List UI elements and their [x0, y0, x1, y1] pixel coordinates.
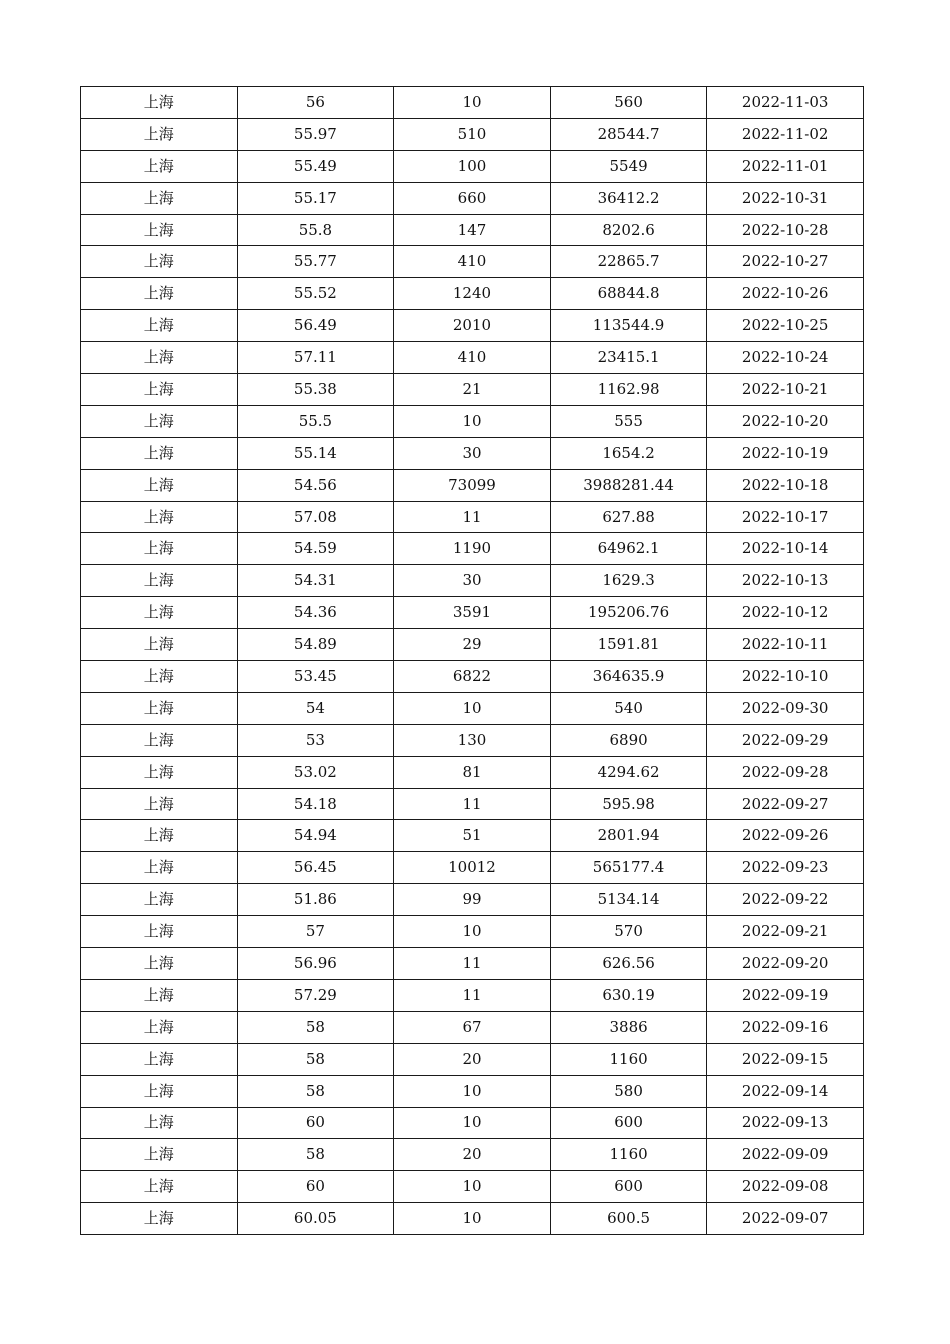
- volume-cell: 81: [394, 756, 551, 788]
- table-row: [81, 948, 864, 980]
- amount-cell: 600.5: [550, 1203, 707, 1235]
- volume-cell: 10: [394, 1203, 551, 1235]
- volume-cell: 10: [394, 1107, 551, 1139]
- volume-cell: 10012: [394, 852, 551, 884]
- price-cell: 58: [237, 1011, 394, 1043]
- price-cell: 56: [237, 87, 394, 119]
- table-row: [81, 469, 864, 501]
- region-cell: 上海: [81, 756, 238, 788]
- price-cell: 54.56: [237, 469, 394, 501]
- amount-cell: 565177.4: [550, 852, 707, 884]
- amount-cell: 1162.98: [550, 374, 707, 406]
- volume-cell: 3591: [394, 597, 551, 629]
- region-cell: 上海: [81, 948, 238, 980]
- date-cell: 2022-09-28: [707, 756, 864, 788]
- date-cell: 2022-09-22: [707, 884, 864, 916]
- date-cell: 2022-10-26: [707, 278, 864, 310]
- price-cell: 51.86: [237, 884, 394, 916]
- price-cell: 53: [237, 724, 394, 756]
- table-row: [81, 501, 864, 533]
- amount-cell: 64962.1: [550, 533, 707, 565]
- price-cell: 54.89: [237, 629, 394, 661]
- amount-cell: 630.19: [550, 979, 707, 1011]
- date-cell: 2022-09-09: [707, 1139, 864, 1171]
- amount-cell: 23415.1: [550, 342, 707, 374]
- price-cell: 55.49: [237, 150, 394, 182]
- volume-cell: 660: [394, 182, 551, 214]
- amount-cell: 1654.2: [550, 437, 707, 469]
- table-row: [81, 979, 864, 1011]
- price-cell: 54.18: [237, 788, 394, 820]
- amount-cell: 5549: [550, 150, 707, 182]
- volume-cell: 10: [394, 1075, 551, 1107]
- date-cell: 2022-11-03: [707, 87, 864, 119]
- region-cell: 上海: [81, 118, 238, 150]
- amount-cell: 6890: [550, 724, 707, 756]
- price-cell: 53.02: [237, 756, 394, 788]
- price-cell: 58: [237, 1043, 394, 1075]
- date-cell: 2022-09-07: [707, 1203, 864, 1235]
- date-cell: 2022-09-08: [707, 1171, 864, 1203]
- volume-cell: 10: [394, 692, 551, 724]
- region-cell: 上海: [81, 661, 238, 693]
- amount-cell: 580: [550, 1075, 707, 1107]
- region-cell: 上海: [81, 437, 238, 469]
- volume-cell: 99: [394, 884, 551, 916]
- volume-cell: 21: [394, 374, 551, 406]
- region-cell: 上海: [81, 246, 238, 278]
- region-cell: 上海: [81, 597, 238, 629]
- amount-cell: 113544.9: [550, 310, 707, 342]
- table-row: [81, 214, 864, 246]
- date-cell: 2022-09-27: [707, 788, 864, 820]
- table-row: [81, 756, 864, 788]
- volume-cell: 130: [394, 724, 551, 756]
- price-cell: 60.05: [237, 1203, 394, 1235]
- region-cell: 上海: [81, 1107, 238, 1139]
- amount-cell: 1160: [550, 1139, 707, 1171]
- table-row: [81, 374, 864, 406]
- trade-records-table: [80, 86, 864, 1235]
- region-cell: 上海: [81, 150, 238, 182]
- amount-cell: 8202.6: [550, 214, 707, 246]
- region-cell: 上海: [81, 979, 238, 1011]
- volume-cell: 1240: [394, 278, 551, 310]
- price-cell: 55.17: [237, 182, 394, 214]
- price-cell: 57.11: [237, 342, 394, 374]
- price-cell: 57.29: [237, 979, 394, 1011]
- region-cell: 上海: [81, 916, 238, 948]
- date-cell: 2022-10-28: [707, 214, 864, 246]
- volume-cell: 10: [394, 405, 551, 437]
- date-cell: 2022-10-20: [707, 405, 864, 437]
- region-cell: 上海: [81, 501, 238, 533]
- table-row: [81, 1011, 864, 1043]
- amount-cell: 560: [550, 87, 707, 119]
- volume-cell: 11: [394, 501, 551, 533]
- date-cell: 2022-10-25: [707, 310, 864, 342]
- price-cell: 57: [237, 916, 394, 948]
- table-row: [81, 565, 864, 597]
- region-cell: 上海: [81, 1011, 238, 1043]
- region-cell: 上海: [81, 214, 238, 246]
- table-row: [81, 533, 864, 565]
- volume-cell: 1190: [394, 533, 551, 565]
- price-cell: 56.45: [237, 852, 394, 884]
- price-cell: 55.97: [237, 118, 394, 150]
- date-cell: 2022-09-21: [707, 916, 864, 948]
- date-cell: 2022-09-14: [707, 1075, 864, 1107]
- date-cell: 2022-10-11: [707, 629, 864, 661]
- price-cell: 54: [237, 692, 394, 724]
- volume-cell: 30: [394, 437, 551, 469]
- region-cell: 上海: [81, 1043, 238, 1075]
- table-row: [81, 182, 864, 214]
- table-row: [81, 150, 864, 182]
- price-cell: 55.8: [237, 214, 394, 246]
- volume-cell: 30: [394, 565, 551, 597]
- table-row: [81, 246, 864, 278]
- table-row: [81, 629, 864, 661]
- region-cell: 上海: [81, 852, 238, 884]
- price-cell: 60: [237, 1107, 394, 1139]
- amount-cell: 195206.76: [550, 597, 707, 629]
- region-cell: 上海: [81, 884, 238, 916]
- amount-cell: 22865.7: [550, 246, 707, 278]
- region-cell: 上海: [81, 1203, 238, 1235]
- volume-cell: 11: [394, 948, 551, 980]
- amount-cell: 28544.7: [550, 118, 707, 150]
- date-cell: 2022-10-18: [707, 469, 864, 501]
- amount-cell: 2801.94: [550, 820, 707, 852]
- region-cell: 上海: [81, 629, 238, 661]
- volume-cell: 10: [394, 87, 551, 119]
- table-row: [81, 278, 864, 310]
- price-cell: 55.77: [237, 246, 394, 278]
- table-row: [81, 597, 864, 629]
- region-cell: 上海: [81, 278, 238, 310]
- table-row: [81, 1203, 864, 1235]
- price-cell: 56.96: [237, 948, 394, 980]
- volume-cell: 147: [394, 214, 551, 246]
- region-cell: 上海: [81, 405, 238, 437]
- price-cell: 55.14: [237, 437, 394, 469]
- region-cell: 上海: [81, 1075, 238, 1107]
- amount-cell: 3988281.44: [550, 469, 707, 501]
- date-cell: 2022-09-23: [707, 852, 864, 884]
- volume-cell: 73099: [394, 469, 551, 501]
- table-row: [81, 1139, 864, 1171]
- amount-cell: 595.98: [550, 788, 707, 820]
- table-row: [81, 405, 864, 437]
- date-cell: 2022-09-13: [707, 1107, 864, 1139]
- volume-cell: 100: [394, 150, 551, 182]
- volume-cell: 20: [394, 1139, 551, 1171]
- price-cell: 54.59: [237, 533, 394, 565]
- region-cell: 上海: [81, 533, 238, 565]
- table-row: [81, 118, 864, 150]
- table-row: [81, 1043, 864, 1075]
- price-cell: 55.38: [237, 374, 394, 406]
- table-row: [81, 1171, 864, 1203]
- price-cell: 56.49: [237, 310, 394, 342]
- amount-cell: 626.56: [550, 948, 707, 980]
- date-cell: 2022-11-01: [707, 150, 864, 182]
- table-row: [81, 310, 864, 342]
- date-cell: 2022-10-12: [707, 597, 864, 629]
- amount-cell: 1160: [550, 1043, 707, 1075]
- price-cell: 54.31: [237, 565, 394, 597]
- table-row: [81, 87, 864, 119]
- date-cell: 2022-10-13: [707, 565, 864, 597]
- date-cell: 2022-10-21: [707, 374, 864, 406]
- region-cell: 上海: [81, 469, 238, 501]
- region-cell: 上海: [81, 182, 238, 214]
- region-cell: 上海: [81, 724, 238, 756]
- region-cell: 上海: [81, 310, 238, 342]
- price-cell: 58: [237, 1139, 394, 1171]
- region-cell: 上海: [81, 1171, 238, 1203]
- date-cell: 2022-09-15: [707, 1043, 864, 1075]
- price-cell: 55.52: [237, 278, 394, 310]
- date-cell: 2022-09-20: [707, 948, 864, 980]
- amount-cell: 570: [550, 916, 707, 948]
- table-row: [81, 437, 864, 469]
- amount-cell: 36412.2: [550, 182, 707, 214]
- volume-cell: 410: [394, 342, 551, 374]
- amount-cell: 1591.81: [550, 629, 707, 661]
- amount-cell: 5134.14: [550, 884, 707, 916]
- amount-cell: 627.88: [550, 501, 707, 533]
- volume-cell: 6822: [394, 661, 551, 693]
- table-row: [81, 884, 864, 916]
- amount-cell: 3886: [550, 1011, 707, 1043]
- region-cell: 上海: [81, 820, 238, 852]
- table-body: [81, 87, 864, 1235]
- amount-cell: 540: [550, 692, 707, 724]
- date-cell: 2022-09-26: [707, 820, 864, 852]
- region-cell: 上海: [81, 342, 238, 374]
- volume-cell: 2010: [394, 310, 551, 342]
- table-row: [81, 1107, 864, 1139]
- table-row: [81, 820, 864, 852]
- volume-cell: 11: [394, 788, 551, 820]
- date-cell: 2022-10-10: [707, 661, 864, 693]
- price-cell: 53.45: [237, 661, 394, 693]
- date-cell: 2022-10-31: [707, 182, 864, 214]
- price-cell: 54.94: [237, 820, 394, 852]
- amount-cell: 600: [550, 1171, 707, 1203]
- region-cell: 上海: [81, 692, 238, 724]
- date-cell: 2022-10-27: [707, 246, 864, 278]
- date-cell: 2022-11-02: [707, 118, 864, 150]
- volume-cell: 510: [394, 118, 551, 150]
- date-cell: 2022-10-24: [707, 342, 864, 374]
- table-row: [81, 1075, 864, 1107]
- volume-cell: 29: [394, 629, 551, 661]
- amount-cell: 68844.8: [550, 278, 707, 310]
- price-cell: 58: [237, 1075, 394, 1107]
- table-row: [81, 724, 864, 756]
- amount-cell: 600: [550, 1107, 707, 1139]
- amount-cell: 555: [550, 405, 707, 437]
- region-cell: 上海: [81, 87, 238, 119]
- date-cell: 2022-09-30: [707, 692, 864, 724]
- price-cell: 60: [237, 1171, 394, 1203]
- region-cell: 上海: [81, 374, 238, 406]
- region-cell: 上海: [81, 565, 238, 597]
- date-cell: 2022-10-14: [707, 533, 864, 565]
- price-cell: 57.08: [237, 501, 394, 533]
- table-row: [81, 661, 864, 693]
- volume-cell: 11: [394, 979, 551, 1011]
- amount-cell: 1629.3: [550, 565, 707, 597]
- date-cell: 2022-10-19: [707, 437, 864, 469]
- volume-cell: 20: [394, 1043, 551, 1075]
- volume-cell: 67: [394, 1011, 551, 1043]
- region-cell: 上海: [81, 1139, 238, 1171]
- price-cell: 55.5: [237, 405, 394, 437]
- date-cell: 2022-09-29: [707, 724, 864, 756]
- volume-cell: 51: [394, 820, 551, 852]
- volume-cell: 410: [394, 246, 551, 278]
- table-row: [81, 342, 864, 374]
- table-row: [81, 916, 864, 948]
- table-row: [81, 852, 864, 884]
- table-row: [81, 692, 864, 724]
- table-row: [81, 788, 864, 820]
- volume-cell: 10: [394, 1171, 551, 1203]
- amount-cell: 4294.62: [550, 756, 707, 788]
- volume-cell: 10: [394, 916, 551, 948]
- price-cell: 54.36: [237, 597, 394, 629]
- region-cell: 上海: [81, 788, 238, 820]
- date-cell: 2022-10-17: [707, 501, 864, 533]
- amount-cell: 364635.9: [550, 661, 707, 693]
- date-cell: 2022-09-19: [707, 979, 864, 1011]
- date-cell: 2022-09-16: [707, 1011, 864, 1043]
